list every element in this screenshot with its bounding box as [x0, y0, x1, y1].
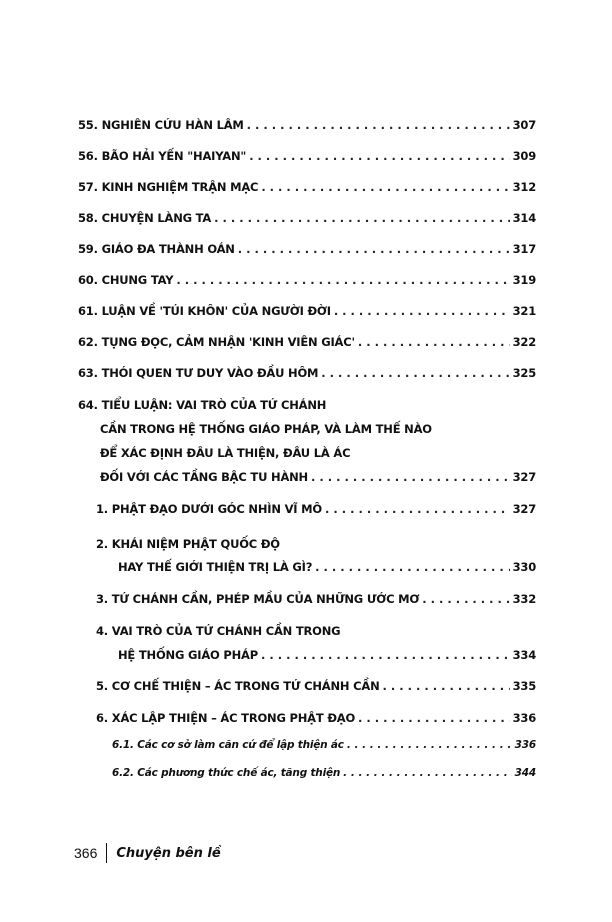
toc-entry-64-line-3[interactable]: ĐỂ XÁC ĐỊNH ĐÂU LÀ THIỆN, ĐÂU LÀ ÁC [100, 446, 351, 460]
toc-entry-56[interactable] [78, 149, 536, 163]
dot-leader [238, 242, 510, 256]
toc-entry-title: 61. LUẬN VỀ 'TÚI KHÔN' CỦA NGƯỜI ĐỜI [78, 304, 331, 318]
dot-leader [334, 304, 510, 318]
toc-sub-title: 5. CƠ CHẾ THIỆN – ÁC TRONG TỨ CHÁNH CẦN [96, 679, 380, 693]
dot-leader [261, 180, 509, 194]
toc-entry-page: 325 [512, 366, 536, 380]
toc-entry-61[interactable] [78, 304, 536, 318]
toc-sub-3[interactable] [96, 592, 536, 606]
toc-entry-title: 63. THÓI QUEN TƯ DUY VÀO ĐẦU HÔM [78, 366, 319, 380]
dot-leader [249, 149, 509, 163]
toc-entry-63[interactable] [78, 366, 536, 380]
toc-entry-title: 58. CHUYỆN LÀNG TA [78, 211, 212, 225]
toc-entry-page: 327 [512, 470, 536, 484]
toc-entry-title: 57. KINH NGHIỆM TRẬN MẠC [78, 180, 259, 194]
toc-sub-title: HỆ THỐNG GIÁO PHÁP [118, 648, 258, 662]
toc-sub-page: 336 [512, 711, 536, 725]
toc-sub-title: 1. PHẬT ĐẠO DƯỚI GÓC NHÌN VĨ MÔ [96, 502, 322, 516]
toc-entry-57[interactable] [78, 180, 536, 194]
toc-entry-page: 307 [512, 118, 536, 132]
dot-leader [347, 739, 512, 751]
dot-leader [176, 273, 509, 287]
toc-subsub-title: 6.1. Các cơ sở làm căn cứ để lập thiện ác [112, 739, 344, 751]
toc-subsub-page: 336 [514, 739, 536, 751]
toc-entry-title: 60. CHUNG TAY [78, 273, 174, 287]
toc-sub-6-2[interactable] [112, 767, 536, 779]
dot-leader [315, 560, 509, 574]
toc-entry-title: 56. BÃO HẢI YẾN "HAIYAN" [78, 149, 247, 163]
toc-sub-title: 6. XÁC LẬP THIỆN – ÁC TRONG PHẬT ĐẠO [96, 711, 356, 725]
toc-sub-4-line-1[interactable]: 4. VAI TRÒ CỦA TỨ CHÁNH CẦN TRONG [96, 624, 341, 638]
toc-sub-page: 330 [512, 560, 536, 574]
page-footer [74, 843, 221, 863]
toc-entry-title: ĐỐI VỚI CÁC TẦNG BẬC TU HÀNH [100, 470, 308, 484]
dot-leader [321, 366, 509, 380]
toc-entry-page: 322 [512, 335, 536, 349]
toc-sub-page: 332 [512, 592, 536, 606]
dot-leader [325, 502, 510, 516]
toc-entry-title: 59. GIÁO ĐA THÀNH OÁN [78, 242, 235, 256]
toc-subsub-page: 344 [514, 767, 536, 779]
toc-entry-title: 62. TỤNG ĐỌC, CẢM NHẬN 'KINH VIÊN GIÁC' [78, 335, 355, 349]
toc-entry-page: 309 [512, 149, 536, 163]
dot-leader [214, 211, 509, 225]
toc-entry-page: 314 [512, 211, 536, 225]
toc-sub-page: 335 [512, 679, 536, 693]
toc-sub-2-line-1[interactable]: 2. KHÁI NIỆM PHẬT QUỐC ĐỘ [96, 537, 280, 551]
book-title: Chuyện bên lề [116, 845, 221, 861]
page-number: 366 [74, 845, 98, 861]
toc-sub-6-1[interactable] [112, 739, 536, 751]
footer-divider [106, 843, 107, 863]
toc-sub-page: 334 [512, 648, 536, 662]
dot-leader [422, 592, 509, 606]
toc-entry-62[interactable] [78, 335, 536, 349]
toc-entry-64-line-2[interactable]: CẦN TRONG HỆ THỐNG GIÁO PHÁP, VÀ LÀM THẾ NÀO [100, 422, 432, 436]
toc-entry-58[interactable] [78, 211, 536, 225]
dot-leader [343, 767, 512, 779]
toc-subsub-title: 6.2. Các phương thức chế ác, tăng thiện [112, 767, 341, 779]
toc-sub-title: HAY THẾ GIỚI THIỆN TRỊ LÀ GÌ? [118, 560, 313, 574]
dot-leader [358, 335, 510, 349]
dot-leader [247, 118, 510, 132]
dot-leader [261, 648, 510, 662]
toc-sub-5[interactable] [96, 679, 536, 693]
toc-entry-59[interactable] [78, 242, 536, 256]
toc-sub-1[interactable] [96, 502, 536, 516]
toc-entry-60[interactable] [78, 273, 536, 287]
toc-sub-page: 327 [512, 502, 536, 516]
toc-sub-2[interactable] [118, 560, 536, 574]
dot-leader [383, 679, 510, 693]
toc-sub-6[interactable] [96, 711, 536, 725]
toc-entry-title: 55. NGHIÊN CỨU HÀN LÂM [78, 118, 244, 132]
toc-entry-64-line-1[interactable]: 64. TIỂU LUẬN: VAI TRÒ CỦA TỨ CHÁNH [78, 398, 327, 412]
toc-sub-4[interactable] [118, 648, 536, 662]
toc-entry-page: 321 [512, 304, 536, 318]
toc-entry-page: 312 [512, 180, 536, 194]
toc-entry-page: 317 [512, 242, 536, 256]
toc-entry-55[interactable] [78, 118, 536, 132]
toc-entry-64[interactable] [100, 470, 536, 484]
dot-leader [358, 711, 510, 725]
dot-leader [311, 470, 510, 484]
toc-sub-title: 3. TỨ CHÁNH CẦN, PHÉP MẦU CỦA NHỮNG ƯỚC MƠ [96, 592, 420, 606]
toc-entry-page: 319 [512, 273, 536, 287]
